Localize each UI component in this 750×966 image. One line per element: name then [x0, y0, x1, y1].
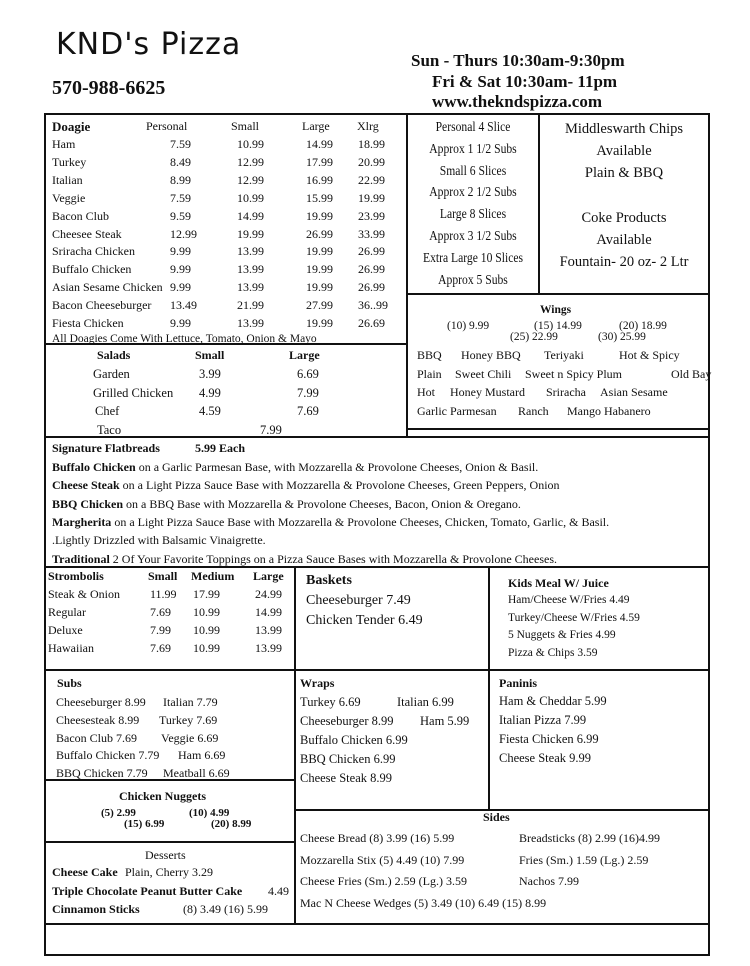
- wings-price-10: (10) 9.99: [447, 320, 490, 332]
- pizza-size-line: Extra Large 10 Slices: [422, 249, 524, 265]
- doagie-price-small: 10.99: [237, 137, 264, 151]
- doagie-price-large: 26.99: [306, 226, 333, 241]
- wings-price-15: (15) 14.99: [534, 320, 582, 332]
- doagie-price-large: 19.99: [306, 262, 333, 277]
- stromboli-price-large: 13.99: [255, 641, 282, 655]
- wrap-item: Turkey 6.69: [300, 695, 361, 709]
- salad-price-small: 4.99: [199, 385, 221, 400]
- panini-item: Cheese Steak 9.99: [499, 751, 591, 765]
- kids-item: Pizza & Chips 3.59: [508, 646, 598, 659]
- doagie-item-name: Ham: [52, 137, 76, 151]
- salads-col-small: Small: [195, 348, 225, 362]
- side-item: Mac N Cheese Wedges (5) 3.49 (10) 6.49 (15) 8.99: [300, 895, 547, 910]
- dessert-detail: Plain, Cherry 3.29: [125, 865, 213, 879]
- pizza-size-line: Small 6 Slices: [439, 162, 507, 178]
- flatbread-name: Cheese Steak: [52, 478, 120, 493]
- pizza-size-line: Personal 4 Slice: [435, 119, 511, 134]
- doagie-price-personal: 12.99: [170, 226, 197, 241]
- wings-price-20: (20) 18.99: [619, 320, 667, 332]
- strombolis-title: Strombolis: [48, 569, 104, 583]
- doagie-item-name: Fiesta Chicken: [52, 316, 124, 330]
- doagie-price-xlrg: 22.99: [358, 172, 385, 187]
- panini-item: Italian Pizza 7.99: [499, 713, 587, 727]
- pizza-size-line: Approx 2 1/2 Subs: [429, 184, 517, 200]
- side-item: Nachos 7.99: [519, 874, 579, 888]
- salad-price-small: 4.59: [199, 404, 221, 418]
- wrap-item: Cheese Steak 8.99: [300, 771, 392, 785]
- doagie-price-small: 13.99: [237, 244, 264, 259]
- doagie-price-small: 13.99: [237, 316, 264, 330]
- side-item: Cheese Fries (Sm.) 2.59 (Lg.) 3.59: [300, 874, 467, 888]
- sub-item: Cheeseburger 8.99: [56, 695, 146, 709]
- chips-line: Middleswarth Chips: [564, 121, 683, 137]
- dessert-name: Triple Chocolate Peanut Butter Cake: [52, 883, 243, 898]
- flatbread-name: BBQ Chicken: [52, 496, 124, 511]
- desserts-title: Desserts: [145, 848, 186, 862]
- website: www.thekndspizza.com: [432, 92, 603, 111]
- sub-item: Buffalo Chicken 7.79: [56, 748, 160, 763]
- phone-number: 570-988-6625: [52, 77, 166, 99]
- subs-title: Subs: [57, 676, 82, 690]
- salad-item-name: Taco: [97, 422, 122, 437]
- salad-price-large: 7.99: [297, 385, 319, 400]
- doagie-item-name: Sriracha Chicken: [52, 244, 135, 259]
- doagie-price-xlrg: 23.99: [358, 208, 385, 223]
- wing-flavor: Honey Mustard: [450, 385, 525, 399]
- doagie-price-small: 13.99: [237, 262, 264, 277]
- doagie-price-large: 19.99: [306, 244, 333, 259]
- sub-item: Ham 6.69: [178, 748, 226, 763]
- wing-flavor: Garlic Parmesan: [417, 403, 497, 418]
- doagie-price-small: 12.99: [237, 172, 264, 187]
- wing-flavor: Honey BBQ: [461, 348, 521, 362]
- doagie-price-xlrg: 26.99: [358, 244, 385, 259]
- wraps-title: Wraps: [300, 676, 335, 690]
- stromboli-price-large: 24.99: [255, 587, 282, 601]
- salad-item-name: Grilled Chicken: [93, 385, 174, 400]
- doagie-price-xlrg: 20.99: [358, 154, 385, 169]
- stromboli-item-name: Deluxe: [48, 623, 83, 637]
- wrap-item: Ham 5.99: [420, 714, 470, 728]
- side-item: Breadsticks (8) 2.99 (16)4.99: [519, 831, 660, 845]
- side-item: Fries (Sm.) 1.59 (Lg.) 2.59: [519, 852, 649, 867]
- wing-flavor: BBQ: [417, 348, 442, 362]
- sub-item: Bacon Club 7.69: [56, 730, 137, 745]
- flatbread-name: Margherita: [52, 514, 112, 529]
- doagie-item-name: Bacon Cheeseburger: [52, 298, 152, 313]
- kids-title: Kids Meal W/ Juice: [508, 576, 609, 590]
- wings-price-30: (30) 25.99: [598, 331, 646, 343]
- salad-item-name: Garden: [93, 367, 130, 381]
- doagie-price-large: 19.99: [306, 316, 333, 330]
- wing-flavor: Teriyaki: [544, 348, 584, 362]
- doagie-price-large: 19.99: [306, 280, 333, 295]
- flatbread-line: [52, 479, 560, 491]
- doagie-price-personal: 9.59: [170, 208, 191, 223]
- doagie-col-small: Small: [231, 119, 260, 133]
- salad-price-small: 3.99: [199, 367, 221, 381]
- doagie-price-small: 12.99: [237, 154, 264, 169]
- stromboli-price-large: 14.99: [255, 605, 282, 619]
- baskets-item-2: Chicken Tender 6.49: [306, 613, 423, 628]
- wing-flavor: Hot & Spicy: [619, 348, 680, 362]
- doagie-price-small: 21.99: [237, 298, 264, 313]
- kids-item: 5 Nuggets & Fries 4.99: [508, 629, 616, 641]
- chips-line: Available: [596, 143, 652, 159]
- wrap-item: BBQ Chicken 6.99: [300, 752, 396, 766]
- sub-item: Cheesesteak 8.99: [56, 712, 140, 727]
- doagie-item-name: Bacon Club: [52, 208, 109, 223]
- salads-title: Salads: [97, 348, 131, 362]
- flatbread-description: on a Garlic Parmesan Base, with Mozzarella & Provolone Cheeses, Onion & Basil.: [135, 460, 539, 474]
- flatbread-line: [52, 516, 609, 528]
- strombolis-col-medium: Medium: [191, 569, 235, 583]
- stromboli-item-name: Steak & Onion: [48, 587, 120, 601]
- stromboli-price-small: 11.99: [150, 587, 177, 601]
- doagie-price-xlrg: 19.99: [358, 190, 385, 205]
- doagie-col-large: Large: [302, 119, 330, 133]
- doagie-price-large: 17.99: [306, 154, 333, 169]
- doagie-price-personal: 9.99: [170, 244, 191, 259]
- stromboli-price-medium: 10.99: [193, 641, 220, 655]
- doagie-col-personal: Personal: [146, 119, 188, 133]
- hours-sun-thurs: Sun - Thurs 10:30am-9:30pm: [411, 51, 625, 70]
- doagie-price-personal: 8.99: [170, 172, 191, 187]
- stromboli-item-name: Regular: [48, 605, 86, 619]
- sub-item: Meatball 6.69: [163, 766, 230, 781]
- coke-line: Available: [596, 232, 652, 248]
- doagie-item-name: Cheesee Steak: [52, 226, 122, 241]
- flatbread-name: Traditional: [52, 551, 110, 566]
- flatbread-line: [52, 534, 266, 546]
- doagie-price-personal: 9.99: [170, 262, 191, 277]
- stromboli-item-name: Hawaiian: [48, 641, 94, 655]
- sides-title: Sides: [483, 810, 510, 824]
- coke-line: Fountain- 20 oz- 2 Ltr: [559, 254, 689, 270]
- restaurant-name: KND's Pizza: [56, 27, 242, 62]
- doagie-price-large: 14.99: [306, 137, 333, 151]
- flatbreads-title: Signature Flatbreads: [52, 441, 160, 455]
- doagie-price-large: 19.99: [306, 208, 333, 223]
- stromboli-price-medium: 17.99: [193, 587, 220, 601]
- doagie-price-personal: 9.99: [170, 280, 191, 295]
- flatbread-description: on a Light Pizza Sauce Base with Mozzarella & Provolone Cheeses, Green Peppers, Onion: [119, 478, 560, 493]
- doagie-price-xlrg: 26.99: [358, 280, 385, 295]
- side-item: Mozzarella Stix (5) 4.49 (10) 7.99: [300, 852, 465, 867]
- wing-flavor: Old Bay: [671, 366, 712, 381]
- doagie-price-small: 10.99: [237, 190, 264, 205]
- flatbread-name: Buffalo Chicken: [52, 460, 136, 474]
- doagie-price-small: 13.99: [237, 280, 264, 295]
- stromboli-price-medium: 10.99: [193, 623, 220, 637]
- stromboli-price-medium: 10.99: [193, 605, 220, 619]
- doagie-price-personal: 7.59: [170, 190, 191, 205]
- wrap-item: Buffalo Chicken 6.99: [300, 733, 408, 747]
- wing-flavor: Hot: [417, 385, 435, 399]
- pizza-size-line: Large 8 Slices: [439, 206, 507, 222]
- wing-flavor: Asian Sesame: [600, 385, 668, 399]
- dessert-name: Cheese Cake: [52, 865, 118, 879]
- wings-title: Wings: [540, 304, 572, 316]
- nuggets-price-5: (5) 2.99: [101, 807, 136, 819]
- kids-item: Turkey/Cheese W/Fries 4.59: [508, 611, 640, 624]
- wings-price-25: (25) 22.99: [510, 331, 558, 343]
- wing-flavor: Sriracha: [546, 385, 586, 399]
- dessert-detail: 4.49: [268, 883, 289, 898]
- nuggets-price-15: (15) 6.99: [124, 818, 165, 830]
- dessert-name: Cinnamon Sticks: [52, 902, 140, 916]
- salad-price-large: 6.69: [297, 367, 319, 381]
- strombolis-col-small: Small: [148, 569, 178, 583]
- chips-line: Plain & BBQ: [584, 165, 664, 181]
- doagie-price-large: 15.99: [306, 190, 333, 205]
- salad-item-name: Chef: [95, 404, 120, 418]
- stromboli-price-small: 7.69: [150, 641, 171, 655]
- stromboli-price-small: 7.69: [150, 605, 171, 619]
- doagie-item-name: Buffalo Chicken: [52, 262, 132, 277]
- pizza-size-line: Approx 3 1/2 Subs: [429, 228, 517, 243]
- doagie-price-personal: 13.49: [170, 298, 197, 313]
- doagie-price-xlrg: 26.99: [358, 262, 385, 277]
- nuggets-price-20: (20) 8.99: [211, 818, 252, 830]
- doagie-title: Doagie: [52, 119, 91, 134]
- baskets-title: Baskets: [306, 573, 352, 588]
- doagie-price-personal: 9.99: [170, 316, 191, 330]
- wing-flavor: Mango Habanero: [567, 403, 651, 418]
- flatbread-description: on a Light Pizza Sauce Base with Mozzarella & Provolone Cheeses, Chicken, Tomato, Garlic, & Basil.: [111, 514, 610, 529]
- stromboli-price-small: 7.99: [150, 623, 171, 637]
- doagie-item-name: Turkey: [52, 154, 87, 169]
- doagie-price-xlrg: 36..99: [358, 298, 388, 313]
- doagie-price-large: 16.99: [306, 172, 333, 187]
- stromboli-price-large: 13.99: [255, 623, 282, 637]
- paninis-title: Paninis: [499, 676, 538, 690]
- flatbread-description: 2 Of Your Favorite Toppings on a Pizza Sauce Bases with Mozzarella & Provolone Cheeses.: [109, 551, 557, 566]
- doagie-item-name: Asian Sesame Chicken: [52, 280, 163, 295]
- flatbread-description: on a BBQ Base with Mozzarella & Provolone Cheeses, Bacon, Onion & Oregano.: [123, 496, 521, 511]
- sub-item: Italian 7.79: [163, 695, 218, 709]
- doagie-price-small: 19.99: [237, 226, 264, 241]
- flatbread-line: [52, 461, 538, 473]
- doagie-price-personal: 7.59: [170, 137, 191, 151]
- doagie-col-xlrg: Xlrg: [357, 119, 379, 133]
- doagie-price-xlrg: 18.99: [358, 137, 385, 151]
- doagie-price-small: 14.99: [237, 208, 264, 223]
- sub-item: Turkey 7.69: [159, 712, 218, 727]
- panini-item: Ham & Cheddar 5.99: [499, 694, 607, 708]
- salads-col-large: Large: [289, 348, 320, 362]
- pizza-size-line: Approx 5 Subs: [438, 271, 508, 287]
- dessert-detail: (8) 3.49 (16) 5.99: [183, 902, 268, 916]
- doagie-note: All Doagies Come With Lettuce, Tomato, Onion & Mayo: [52, 333, 317, 345]
- sub-item: BBQ Chicken 7.79: [56, 766, 148, 781]
- wrap-item: Cheeseburger 8.99: [300, 714, 394, 728]
- flatbread-line: [52, 498, 521, 510]
- kids-item: Ham/Cheese W/Fries 4.49: [508, 594, 630, 606]
- wing-flavor: Sweet n Spicy Plum: [525, 366, 623, 381]
- side-item: Cheese Bread (8) 3.99 (16) 5.99: [300, 831, 455, 845]
- doagie-price-large: 27.99: [306, 298, 333, 313]
- doagie-item-name: Italian: [52, 172, 83, 187]
- wing-flavor: Sweet Chili: [455, 366, 512, 381]
- flatbreads-price: 5.99 Each: [195, 441, 246, 455]
- coke-line: Coke Products: [581, 210, 667, 226]
- baskets-item-1: Cheeseburger 7.49: [306, 593, 411, 608]
- doagie-price-xlrg: 33.99: [358, 226, 385, 241]
- salad-price-large: 7.99: [260, 422, 282, 437]
- salad-price-large: 7.69: [297, 404, 319, 418]
- doagie-item-name: Veggie: [52, 190, 86, 205]
- hours-fri-sat: Fri & Sat 10:30am- 11pm: [432, 72, 618, 91]
- flatbread-line: [52, 553, 557, 565]
- strombolis-col-large: Large: [253, 569, 284, 583]
- panini-item: Fiesta Chicken 6.99: [499, 732, 599, 746]
- wing-flavor: Plain: [417, 366, 442, 381]
- nuggets-price-10: (10) 4.99: [189, 807, 230, 819]
- wrap-item: Italian 6.99: [397, 695, 454, 709]
- sub-item: Veggie 6.69: [161, 730, 219, 745]
- flatbread-description: .Lightly Drizzled with Balsamic Vinaigrette.: [52, 533, 266, 548]
- doagie-price-xlrg: 26.69: [358, 316, 385, 330]
- wing-flavor: Ranch: [518, 403, 549, 418]
- doagie-price-personal: 8.49: [170, 154, 191, 169]
- nuggets-title: Chicken Nuggets: [119, 789, 207, 803]
- pizza-size-line: Approx 1 1/2 Subs: [429, 140, 517, 156]
